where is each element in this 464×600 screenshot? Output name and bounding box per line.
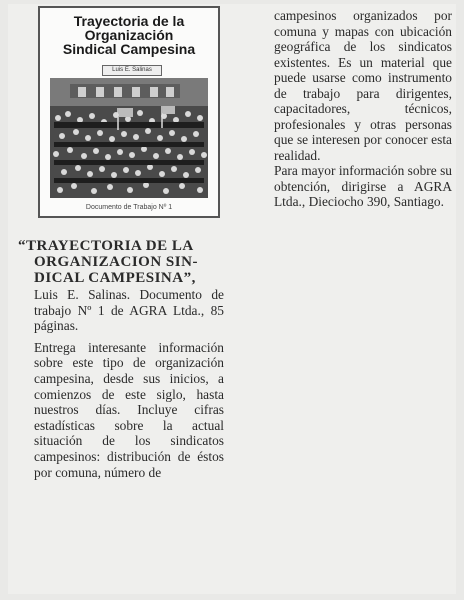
article-headline <box>18 238 224 286</box>
cover-title-line: Trayectoria de la <box>73 13 185 29</box>
right-column <box>274 8 452 210</box>
headline-line: ORGANIZACION SIN- <box>34 254 198 270</box>
article-body-right: campesinos organizados por comuna y mapas con ubicación geográfica de los sindicatos existentes. Es un material que puede usarse como instrumento de trabajo para dirigentes, capacitadores, técnicos, profesionales y otras personas que se interesen por conocer esta realidad. <box>274 8 452 163</box>
headline-line: DICAL CAMPESINA”, <box>34 270 196 286</box>
contact-info: Para mayor información sobre su obtención, dirigirse a AGRA Ltda., Dieciocho 390, Santiago. <box>274 163 452 209</box>
publication-details: Luis E. Salinas. Documento de trabajo Nº 1 de AGRA Ltda., 85 páginas. <box>34 287 224 334</box>
left-column <box>18 238 224 480</box>
headline-line: “TRAYECTORIA DE LA <box>18 238 194 254</box>
cover-crowd-photo <box>50 78 208 198</box>
cover-author: Luis E. Salinas <box>102 65 162 76</box>
cover-series-label: Documento de Trabajo Nº 1 <box>85 204 173 211</box>
crowd-photo-image <box>50 78 208 198</box>
cover-title-line: Sindical Campesina <box>62 41 196 57</box>
newspaper-clipping <box>8 4 456 594</box>
cover-title-line: Organización <box>84 27 174 43</box>
article-body-left: Entrega interesante información sobre este tipo de organización campesina, desde sus inicios, a comienzos de este siglo, hasta nuestros días. Incluye cifras estadísticas sobre la actual situación de los sindicatos campesinos: distribución de éstos por comuna, número de <box>34 339 224 480</box>
book-cover <box>38 6 220 218</box>
cover-title <box>44 14 214 56</box>
